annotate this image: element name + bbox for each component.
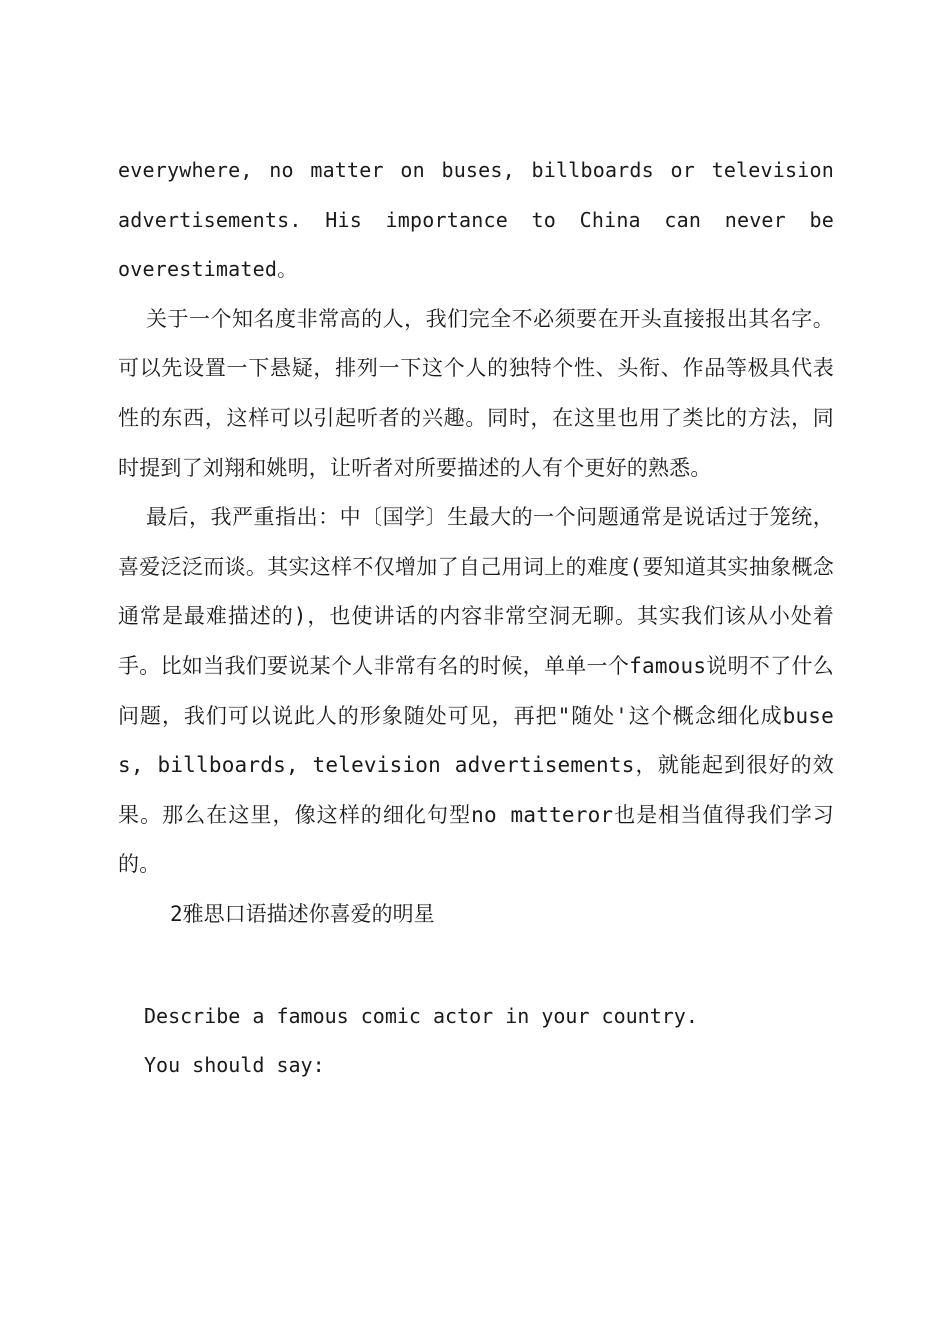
comment-paragraph-1: 关于一个知名度非常高的人，我们完全不必须要在开头直接报出其名字。可以先设置一下悬疑，排列一下这个人的独特个性、头衔、作品等极具代表性的东西，这样可以引起听者的兴趣。同时，在这里也用了类比的方法，同时提到了刘翔和姚明，让听者对所要描述的人有个更好的熟悉。 [118,306,834,480]
comment-paragraph-2: 最后，我严重指出：中〔国学〕生最大的一个问题通常是说话过于笼统，喜爱泛泛而谈。其实这样不仅增加了自己用词上的难度(要知道其实抽象概念通常是最难描述的)，也使讲话的内容非常空洞无聊。其实我们该从小处着手。比如当我们要说某个人非常有名的时候，单单一个famous说明不了什么问题，我们可以说此人的形象随处可见，再把"随处'这个概念细化成buses, billboards, television advertisements，就能起到很好的效果。那么在这里，像这样的细化句型no matteror也是相当值得我们学习的。 [118,505,834,877]
spacer [118,940,834,992]
task-instruction: You should say: [144,1053,325,1078]
english-paragraph: everywhere, no matter on buses, billboards or television advertisements. His importance to China can never be overestimated。 [118,158,834,282]
section-heading: 2雅思口语描述你喜爱的明星 [170,901,435,926]
task-prompt: Describe a famous comic actor in your country. [144,1003,698,1028]
document-body [118,146,834,1091]
